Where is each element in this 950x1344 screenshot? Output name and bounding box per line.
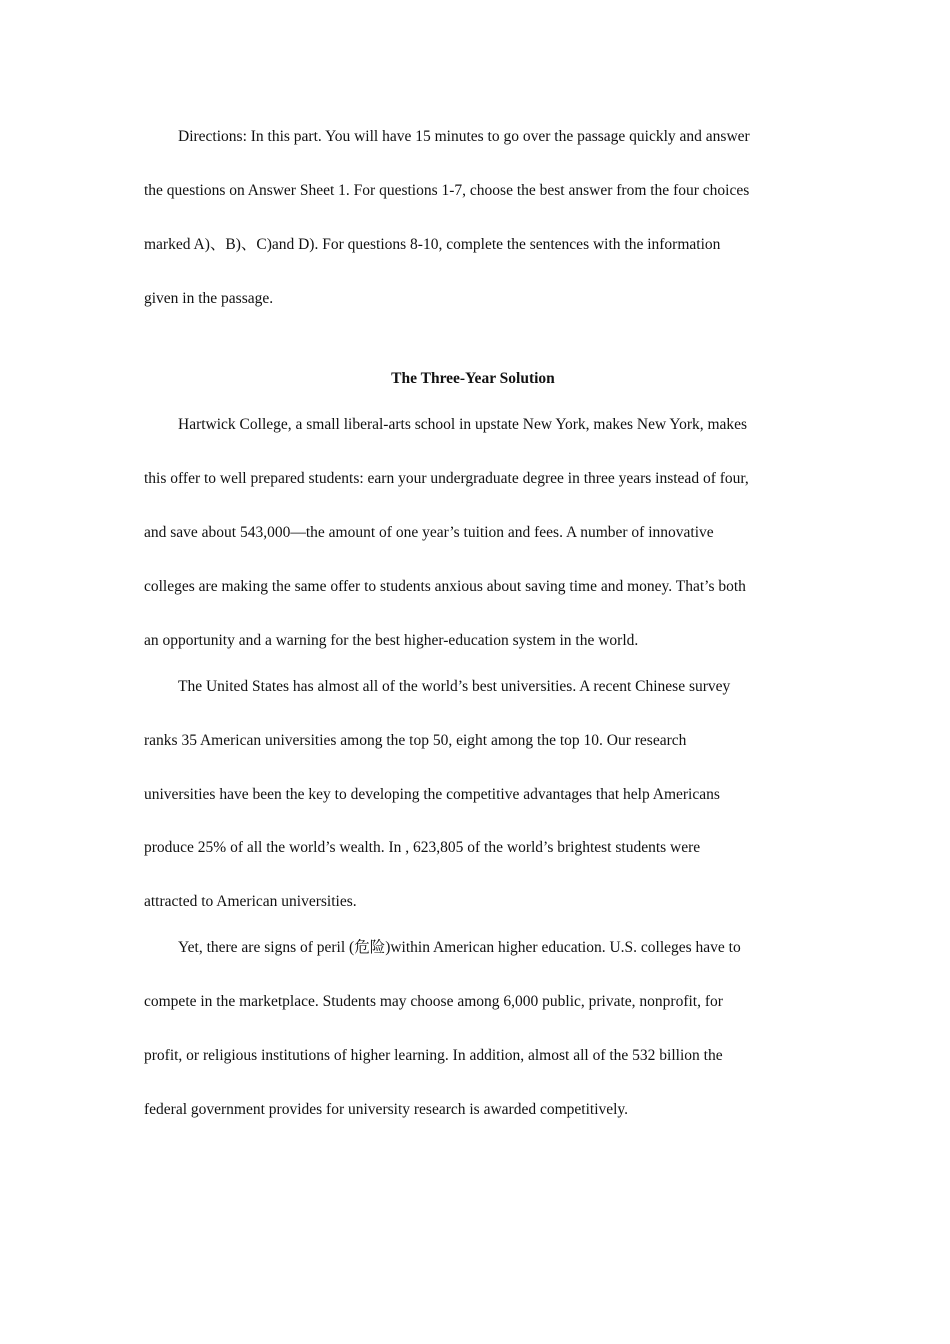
directions-line: marked A)、B)、C)and D). For questions 8-10, complete the sentences with the information — [144, 236, 721, 253]
paragraph-line: Yet, there are signs of peril (危险)within American higher education. U.S. colleges have to — [178, 939, 741, 956]
paragraph-line: universities have been the key to developing the competitive advantages that help Americans — [144, 786, 720, 803]
paragraph-line: this offer to well prepared students: earn your undergraduate degree in three years instead of four, — [144, 470, 749, 487]
paragraph-line: federal government provides for university research is awarded competitively. — [144, 1101, 629, 1118]
paragraph-line: The United States has almost all of the world’s best universities. A recent Chinese survey — [178, 678, 731, 695]
paragraph-line: Hartwick College, a small liberal-arts school in upstate New York, makes New York, makes — [178, 416, 748, 433]
paragraph-line: colleges are making the same offer to students anxious about saving time and money. That’s both — [144, 578, 746, 595]
paragraph-line: and save about 543,000—the amount of one year’s tuition and fees. A number of innovative — [144, 524, 714, 541]
directions-line: the questions on Answer Sheet 1. For questions 1-7, choose the best answer from the four choices — [144, 182, 750, 199]
paragraph-line: an opportunity and a warning for the best higher-education system in the world. — [144, 632, 639, 649]
paragraph-line: produce 25% of all the world’s wealth. In , 623,805 of the world’s brightest students were — [144, 839, 701, 856]
paragraph-line: compete in the marketplace. Students may choose among 6,000 public, private, nonprofit, for — [144, 993, 723, 1010]
directions-line: Directions: In this part. You will have 15 minutes to go over the passage quickly and answer — [178, 128, 750, 145]
paragraph-line: attracted to American universities. — [144, 893, 357, 910]
paragraph-line: ranks 35 American universities among the top 50, eight among the top 10. Our research — [144, 732, 687, 749]
passage-title: The Three-Year Solution — [391, 370, 555, 387]
directions-line: given in the passage. — [144, 290, 274, 307]
paragraph-line: profit, or religious institutions of higher learning. In addition, almost all of the 532 billion the — [144, 1047, 723, 1064]
